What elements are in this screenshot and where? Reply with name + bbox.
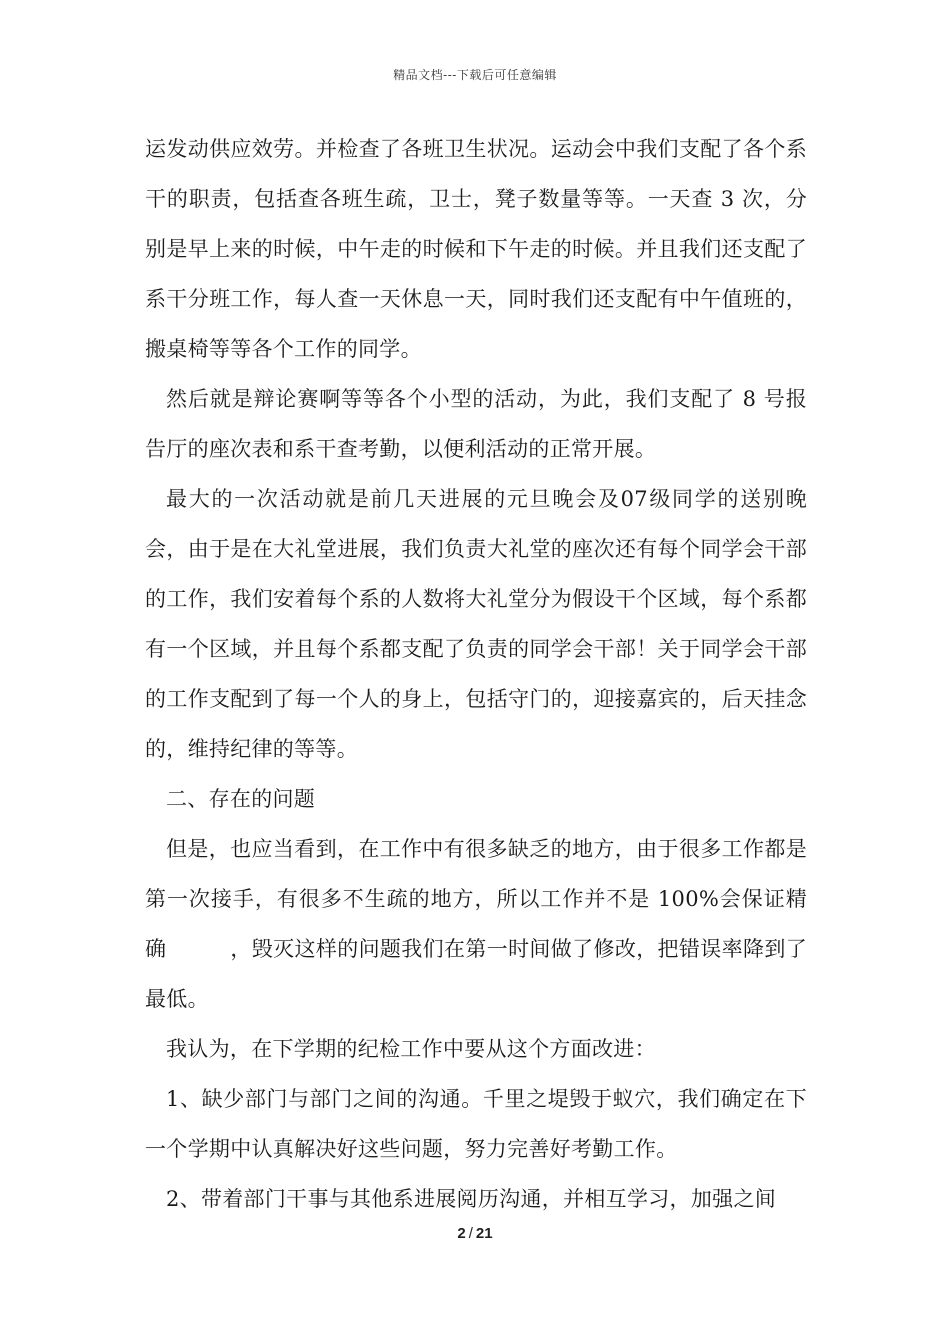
page-header (0, 66, 950, 83)
document-body (145, 124, 807, 1224)
page-separator: / (468, 1225, 473, 1242)
current-page-number: 2 (457, 1225, 466, 1242)
paragraph-2: 然后就是辩论赛啊等等各个小型的活动，为此，我们支配了 8 号报告厅的座次表和系干查考勤，以便利活动的正常开展。 (145, 387, 807, 461)
section-heading: 二、存在的问题 (166, 787, 316, 811)
header-text: 精品文档---下载后可任意编辑 (393, 68, 557, 82)
list-item-2: 2、带着部门干事与其他系进展阅历沟通，并相互学习，加强之间 (166, 1187, 777, 1211)
list-item-1: 1、缺少部门与部门之间的沟通。千里之堤毁于蚁穴，我们确定在下一个学期中认真解决好这些问题，努力完善好考勤工作。 (145, 1087, 807, 1161)
paragraph-1: 运发动供应效劳。并检查了各班卫生状况。运动会中我们支配了各个系干的职责，包括查各班生疏，卫士，凳子数量等等。一天查 3 次，分别是早上来的时候，中午走的时候和下午走的时候。并且我们还支配了系干分班工作，每人查一天休息一天，同时我们还支配有中午值班的，搬桌椅等等各个工作的同学。 (145, 137, 807, 361)
paragraph-6: 我认为，在下学期的纪检工作中要从这个方面改进： (166, 1037, 656, 1061)
paragraph-3: 最大的一次活动就是前几天进展的元旦晚会及07级同学的送别晚会，由于是在大礼堂进展，我们负责大礼堂的座次还有每个同学会干部的工作，我们安着每个系的人数将大礼堂分为假设干个区域，每个系都有一个区域，并且每个系都支配了负责的同学会干部！关于同学会干部的工作支配到了每一个人的身上，包括守门的，迎接嘉宾的，后天挂念的，维持纪律的等等。 (145, 487, 807, 761)
paragraph-5: 但是，也应当看到，在工作中有很多缺乏的地方，由于很多工作都是第一次接手，有很多不生疏的地方，所以工作并不是 100%会保证精确 ，毁灭这样的问题我们在第一时间做了修改，把错误率降到了最低。 (145, 837, 807, 1011)
total-pages: 21 (475, 1225, 493, 1242)
page-footer (0, 1225, 950, 1242)
